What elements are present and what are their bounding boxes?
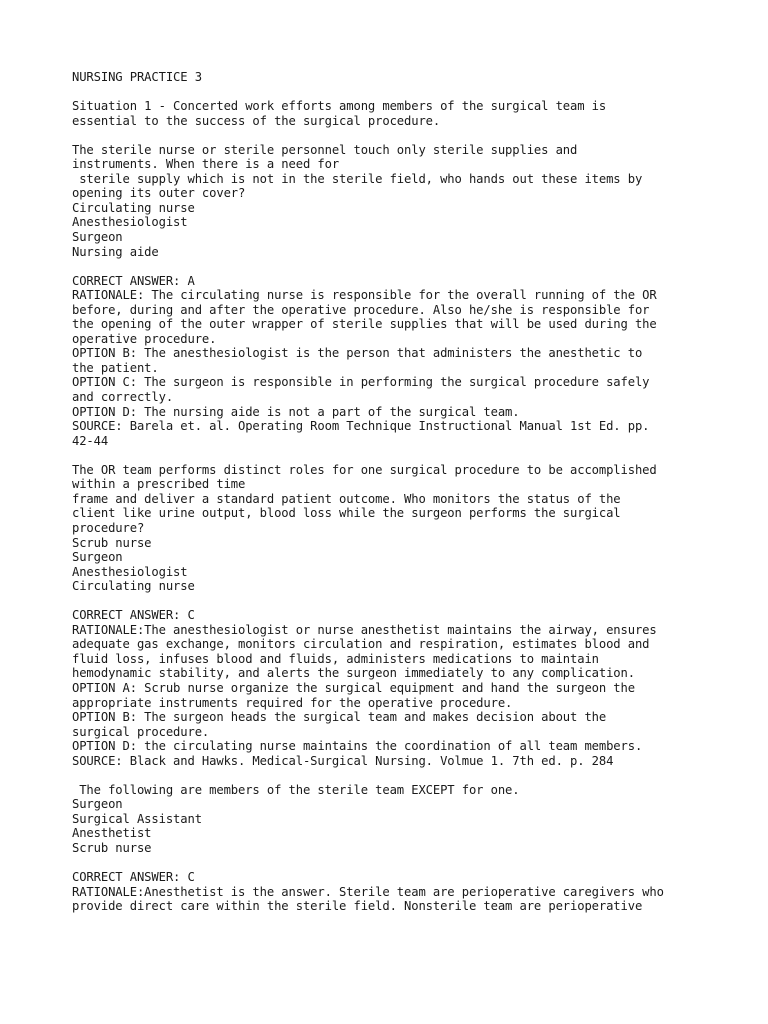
text-line: The sterile nurse or sterile personnel touch only sterile supplies and bbox=[72, 142, 578, 157]
text-line: RATIONALE:Anesthetist is the answer. Sterile team are perioperative caregivers who bbox=[72, 884, 664, 899]
text-line: and correctly. bbox=[72, 390, 174, 405]
blank-line bbox=[72, 856, 712, 871]
text-line: Anesthesiologist bbox=[72, 564, 188, 579]
blank-line bbox=[72, 259, 712, 274]
text-line: CORRECT ANSWER: C bbox=[72, 870, 195, 885]
text-line: sterile supply which is not in the sterile field, who hands out these items by bbox=[72, 171, 643, 186]
text-line: hemodynamic stability, and alerts the surgeon immediately to any complication. bbox=[72, 666, 635, 681]
text-line: Surgeon bbox=[72, 797, 123, 812]
text-line: OPTION D: the circulating nurse maintains the coordination of all team members. bbox=[72, 739, 643, 754]
text-line: Scrub nurse bbox=[72, 535, 152, 550]
text-line: OPTION C: The surgeon is responsible in performing the surgical procedure safely bbox=[72, 375, 650, 390]
text-line: the patient. bbox=[72, 360, 159, 375]
text-line: Surgeon bbox=[72, 550, 123, 565]
text-line: SOURCE: Barela et. al. Operating Room Technique Instructional Manual 1st Ed. pp. bbox=[72, 419, 650, 434]
text-line: OPTION A: Scrub nurse organize the surgical equipment and hand the surgeon the bbox=[72, 680, 635, 695]
blank-line bbox=[72, 594, 712, 609]
text-line: adequate gas exchange, monitors circulation and respiration, estimates blood and bbox=[72, 637, 650, 652]
text-line: OPTION D: The nursing aide is not a part of the surgical team. bbox=[72, 404, 520, 419]
text-line: operative procedure. bbox=[72, 331, 217, 346]
text-line: CORRECT ANSWER: A bbox=[72, 273, 195, 288]
text-line: essential to the success of the surgical procedure. bbox=[72, 113, 441, 128]
blank-line bbox=[72, 128, 712, 143]
blank-line bbox=[72, 448, 712, 463]
text-line: surgical procedure. bbox=[72, 724, 210, 739]
text-line: Surgical Assistant bbox=[72, 811, 202, 826]
text-line: procedure? bbox=[72, 520, 145, 535]
text-line: Scrub nurse bbox=[72, 840, 152, 855]
text-line: client like urine output, blood loss while the surgeon performs the surgical bbox=[72, 506, 621, 521]
blank-line bbox=[72, 85, 712, 100]
text-line: Circulating nurse bbox=[72, 579, 195, 594]
text-line: before, during and after the operative procedure. Also he/she is responsible for bbox=[72, 302, 650, 317]
text-line: Situation 1 - Concerted work efforts among members of the surgical team is bbox=[72, 99, 607, 114]
text-line: 42-44 bbox=[72, 433, 109, 448]
text-line: frame and deliver a standard patient outcome. Who monitors the status of the bbox=[72, 491, 621, 506]
text-line: within a prescribed time bbox=[72, 477, 246, 492]
text-line: instruments. When there is a need for bbox=[72, 157, 340, 172]
text-line: OPTION B: The surgeon heads the surgical team and makes decision about the bbox=[72, 710, 607, 725]
text-line: CORRECT ANSWER: C bbox=[72, 608, 195, 623]
text-line: The OR team performs distinct roles for one surgical procedure to be accomplished bbox=[72, 462, 657, 477]
text-line: Nursing aide bbox=[72, 244, 159, 259]
text-line: Surgeon bbox=[72, 230, 123, 245]
text-line: RATIONALE: The circulating nurse is responsible for the overall running of the OR bbox=[72, 288, 657, 303]
text-line: The following are members of the sterile team EXCEPT for one. bbox=[72, 782, 520, 797]
text-line: SOURCE: Black and Hawks. Medical-Surgical Nursing. Volmue 1. 7th ed. p. 284 bbox=[72, 753, 614, 768]
text-line: fluid loss, infuses blood and fluids, administers medications to maintain bbox=[72, 651, 599, 666]
text-line: NURSING PRACTICE 3 bbox=[72, 70, 202, 84]
text-line: the opening of the outer wrapper of sterile supplies that will be used during the bbox=[72, 317, 657, 332]
text-line: provide direct care within the sterile field. Nonsterile team are perioperative bbox=[72, 899, 643, 914]
text-line: Anesthetist bbox=[72, 826, 152, 841]
blank-line bbox=[72, 768, 712, 783]
document-page bbox=[72, 70, 712, 914]
text-line: Circulating nurse bbox=[72, 200, 195, 215]
text-line: RATIONALE:The anesthesiologist or nurse anesthetist maintains the airway, ensures bbox=[72, 622, 657, 637]
text-line: opening its outer cover? bbox=[72, 186, 246, 201]
text-line: OPTION B: The anesthesiologist is the person that administers the anesthetic to bbox=[72, 346, 643, 361]
text-line: Anesthesiologist bbox=[72, 215, 188, 230]
text-line: appropriate instruments required for the operative procedure. bbox=[72, 695, 513, 710]
